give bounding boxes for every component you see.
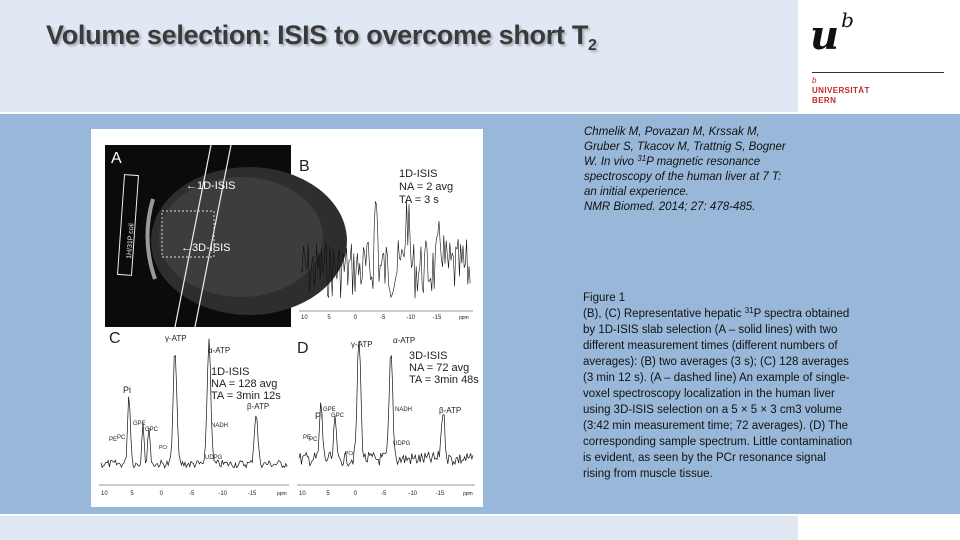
logo-mark: u $^b$ [810, 8, 854, 59]
panel-c [99, 330, 289, 497]
tick-label: ppm [277, 491, 287, 497]
peak-label: α-ATP [393, 336, 416, 345]
tick-label: -5 [380, 315, 386, 321]
title-subscript: 2 [588, 37, 597, 54]
logo-universitaet: UNIVERSITÄT [812, 86, 870, 95]
peak-label: NADH [395, 407, 413, 413]
coil-label: 1H/31P coil [126, 223, 136, 260]
peak-label: β-ATP [439, 406, 462, 415]
panel-d-info-2: NA = 72 avg [409, 362, 470, 374]
tick-label: 10 [101, 491, 108, 497]
peak-label: α-ATP [208, 346, 231, 355]
tick-label: -5 [189, 491, 195, 497]
panel-b-info-3: TA = 3 s [399, 194, 439, 206]
tick-label: 5 [327, 315, 331, 321]
panel-b-info-2: NA = 2 avg [399, 181, 454, 193]
panel-b-label: B [299, 158, 310, 175]
citation-line: Chmelik M, Povazan M, Krssak M, [584, 126, 760, 138]
tick-label: -15 [435, 491, 445, 497]
logo-b: b [812, 76, 817, 85]
panel-d-info-1: 3D-ISIS [409, 350, 448, 362]
tick-label: -5 [381, 491, 387, 497]
ticks-b [301, 315, 469, 321]
peak-label: UDPG [393, 441, 411, 447]
citation [584, 125, 834, 215]
caption-line: averages): (B) two averages (3 s); (C) 128 averages [583, 356, 849, 368]
ticks-d [299, 491, 473, 497]
peak-label: PC [309, 437, 318, 443]
footer-band [0, 516, 798, 540]
panel-a-label: A [111, 150, 122, 167]
caption-line: is evident, as seen by the PCr resonance signal [583, 452, 826, 464]
logo-bern: BERN [812, 96, 837, 105]
tick-label: 5 [326, 491, 330, 497]
citation-line: spectroscopy of the human liver at 7 T: [584, 171, 782, 183]
caption-line: using 3D-ISIS selection on a 5 × 5 × 3 cm3 volume [583, 404, 842, 416]
peak-label: PCr [159, 445, 168, 451]
panel-c-label: C [109, 330, 121, 347]
peak-label: UDPG [205, 455, 223, 461]
tick-label: -10 [218, 491, 228, 497]
caption-line: rising from muscle tissue. [583, 468, 713, 480]
peak-label: GPE [133, 421, 146, 427]
caption-line: (3:42 min measurement time; 72 averages). (D) The [583, 420, 849, 432]
peak-label: Pi [315, 411, 324, 421]
arrow-3d-isis: ←3D-ISIS [181, 242, 231, 254]
panel-c-info-1: 1D-ISIS [211, 366, 250, 378]
panel-c-info-3: TA = 3min 12s [211, 390, 281, 402]
caption-label: Figure 1 [583, 292, 626, 304]
tick-label: 10 [299, 491, 306, 497]
peak-label: PCr [345, 451, 354, 457]
panel-a [105, 145, 347, 327]
tick-label: 5 [130, 491, 134, 497]
caption-line: voxel spectroscopy localization in the human liver [583, 388, 835, 400]
slide-title: Volume selection: ISIS to overcome short $T_2$ [46, 20, 597, 54]
figure-caption [583, 290, 903, 482]
caption-line: (3 min 12 s). (A – dashed line) An example of single- [583, 372, 850, 384]
university-logo [808, 6, 948, 106]
arrow-1d-isis: ←1D-ISIS [186, 180, 236, 192]
tick-label: ppm [459, 315, 469, 321]
caption-line: (B), (C) Representative hepatic $^{31}$P spectra obtained [583, 306, 850, 320]
peak-label: GPC [331, 413, 345, 419]
peak-label: PC [117, 435, 126, 441]
panel-d [297, 336, 479, 497]
peak-label: GPE [323, 407, 336, 413]
citation-line: an initial experience. [584, 186, 689, 198]
tick-label: -15 [247, 491, 257, 497]
tick-label: -10 [408, 491, 418, 497]
peak-label: γ-ATP [351, 340, 373, 349]
figure-image [91, 129, 483, 507]
panel-d-info-3: TA = 3min 48s [409, 374, 479, 386]
peak-label: Pi [123, 385, 132, 395]
tick-label: 0 [159, 491, 164, 497]
header-band [0, 0, 798, 112]
tick-label: ppm [463, 491, 473, 497]
tick-label: -10 [406, 315, 416, 321]
peak-label: NADH [211, 423, 229, 429]
panel-c-info-2: NA = 128 avg [211, 378, 278, 390]
peak-label: PE [109, 437, 118, 443]
tick-label: 0 [353, 491, 358, 497]
caption-line: corresponding sample spectrum. Little contamination [583, 436, 853, 448]
tick-label: 0 [353, 315, 358, 321]
citation-line: Gruber S, Tkacov M, Trattnig S, Bogner [584, 141, 786, 153]
citation-line: NMR Biomed. 2014; 27: 478-485. [584, 201, 756, 213]
caption-line: by 1D-ISIS slab selection (A – solid lines) with two [583, 324, 838, 336]
tick-label: -15 [432, 315, 442, 321]
peak-label: γ-ATP [165, 334, 187, 343]
peak-label: PE [303, 435, 312, 441]
tick-label: 10 [301, 315, 308, 321]
caption-line: different measurement times (different numbers of [583, 340, 838, 352]
citation-line: W. In vivo $^{31}$P magnetic resonance [584, 154, 761, 168]
panel-d-label: D [297, 340, 309, 357]
logo-divider [812, 72, 944, 73]
panel-b-info-1: 1D-ISIS [399, 168, 438, 180]
peak-label: GPC [145, 427, 159, 433]
ticks-c [101, 491, 287, 497]
peak-label: β-ATP [247, 402, 270, 411]
